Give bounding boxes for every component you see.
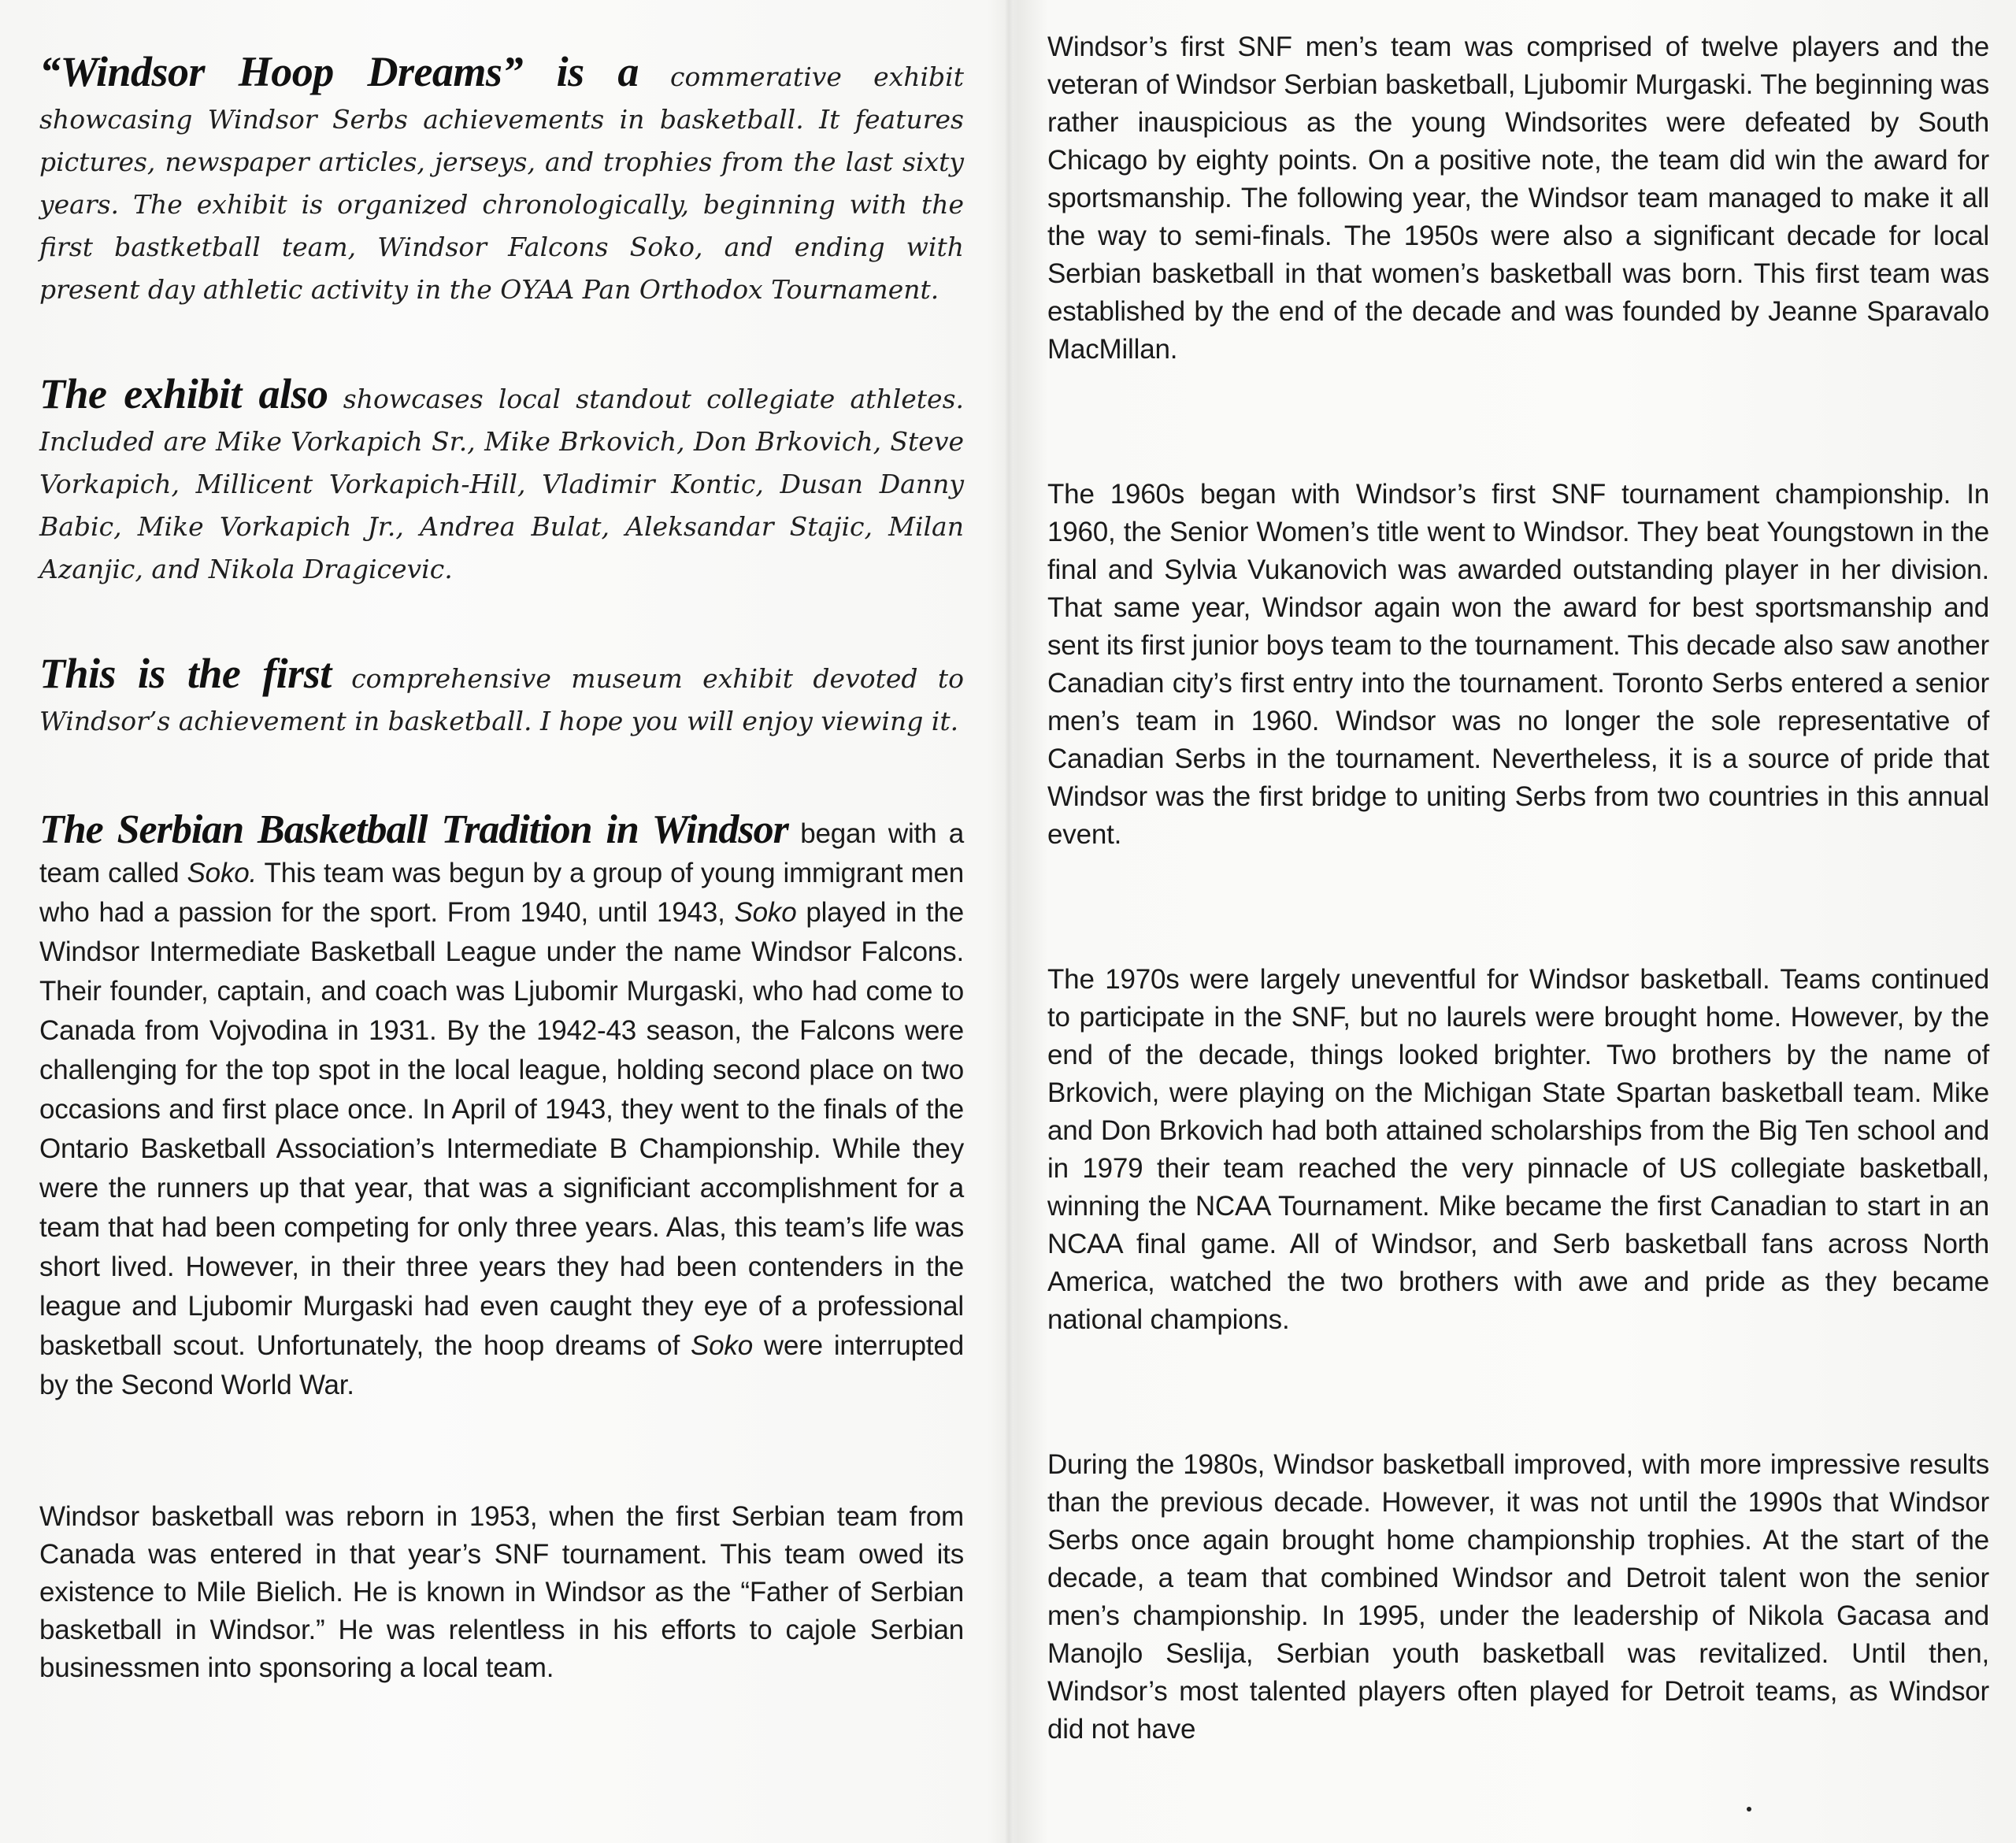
- athletes-lead: The exhibit also: [39, 370, 328, 417]
- athletes-paragraph: [39, 370, 964, 591]
- first-exhibit-text: comprehensive museum exhibit devoted to Windsor’s achievement in basketball. I hope you will enjoy viewing it.: [39, 663, 964, 736]
- paragraph-1950s: Windsor’s first SNF men’s team was comprised of twelve players and the veteran of Windsor Serbian basketball, Ljubomir Murgaski. The beginning was rather inauspicious as the young Windsorites were defeated by South Chicago by eighty points. On a positive note, the team did win the award for sportsmanship. The following year, the Windsor team managed to make it all the way to semi-finals. The 1950s were also a significant decade for local Serbian basketball in that women’s basketball was born. This first team was established by the end of the decade and was founded by Jeanne Sparavalo MacMillan.: [1047, 32, 1989, 365]
- tradition-lead: The Serbian Basketball Tradition in Windsor: [39, 807, 788, 852]
- first-exhibit-lead: This is the first: [39, 650, 332, 697]
- paragraph-1980s: During the 1980s, Windsor basketball improved, with more impressive results than the previous decade. However, it was not until the 1990s that Windsor Serbs once again brought home championship trophies. At the start of the decade, a team that combined Windsor and Detroit talent won the senior men’s championship. In 1995, under the leadership of Nikola Gacasa and Manojlo Seslija, Serbian youth basketball was revitalized. Until then, Windsor’s most talented players often played for Detroit teams, as Windsor did not have: [1047, 1449, 1989, 1745]
- soko-name-1: Soko.: [187, 858, 258, 888]
- paper-speck: [1747, 1807, 1751, 1811]
- tradition-paragraph: [39, 807, 964, 1405]
- tradition-text-2: This team was begun by a group of young immigrant men who had a passion for the sport. From 1940, until 1943,: [39, 858, 964, 928]
- athletes-text: showcases local standout collegiate athletes. Included are Mike Vorkapich Sr., Mike Brkovich, Don Brkovich, Steve Vorkapich, Millicent Vorkapich-Hill, Vladimir Kontic, Dusan Danny Babic, Mike Vorkapich Jr., Andrea Bulat, Aleksandar Stajic, Milan Azanjic, and Nikola Dragicevic.: [39, 384, 964, 584]
- right-page: [1013, 0, 2016, 1843]
- left-page: [0, 0, 1006, 1843]
- soko-name-3: Soko: [691, 1330, 753, 1361]
- paragraph-1970s: The 1970s were largely uneventful for Windsor basketball. Teams continued to participate in the SNF, but no laurels were brought home. However, by the end of the decade, things looked brighter. Two brothers by the name of Brkovich, were playing on the Michigan State Spartan basketball team. Mike and Don Brkovich had both attained scholarships from the Big Ten school and in 1979 their team reached the very pinnacle of US collegiate basketball, winning the NCAA Tournament. Mike became the first Canadian to start in an NCAA final game. All of Windsor, and Serb basketball fans across North America, watched the two brothers with awe and pride as they became national champions.: [1047, 964, 1989, 1335]
- tradition-text-1: began with a team called: [39, 818, 964, 888]
- paragraph-1960s: The 1960s began with Windsor’s first SNF tournament championship. In 1960, the Senior Women’s title went to Windsor. They beat Youngstown in the final and Sylvia Vukanovich was awarded outstanding player in her division. That same year, Windsor again won the award for best sportsmanship and sent its first junior boys team to the tournament. This decade also saw another Canadian city’s first entry into the tournament. Toronto Serbs entered a senior men’s team in 1960. Windsor was no longer the sole representative of Canadian Serbs in the tournament. Nevertheless, it is a source of pride that Windsor was the first bridge to uniting Serbs from two countries in this annual event.: [1047, 479, 1989, 850]
- tradition-text-4: were interrupted by the Second World War.: [39, 1330, 964, 1400]
- first-exhibit-paragraph: [39, 652, 964, 743]
- soko-name-2: Soko: [734, 897, 797, 928]
- intro-paragraph: [39, 50, 964, 311]
- reborn-paragraph: Windsor basketball was reborn in 1953, when the first Serbian team from Canada was entered in that year’s SNF tournament. This team owed its existence to Mile Bielich. He is known in Windsor as the “Father of Serbian basketball in Windsor.” He was relentless in his efforts to cajole Serbian businessmen into sponsoring a local team.: [39, 1501, 964, 1683]
- intro-text: commerative exhibit showcasing Windsor Serbs achievements in basketball. It features pictures, newspaper articles, jerseys, and trophies from the last sixty years. The exhibit is organized chronologically, beginning with the first bastketball team, Windsor Falcons Soko, and ending with present day athletic activity in the OYAA Pan Orthodox Tournament.: [39, 61, 964, 305]
- intro-lead: “Windsor Hoop Dreams” is a: [39, 48, 639, 95]
- tradition-text-3: played in the Windsor Intermediate Basketball League under the name Windsor Falcons. Their founder, captain, and coach was Ljubomir Murgaski, who had come to Canada from Vojvodina in 1931. By the 1942-43 season, the Falcons were challenging for the top spot in the local league, holding second place on two occasions and first place once. In April of 1943, they went to the finals of the Ontario Basketball Association’s Intermediate B Championship. While they were the runners up that year, that was a significiant accomplishment for a team that had been competing for only three years. Alas, this team’s life was short lived. However, in their three years they had been contenders in the league and Ljubomir Murgaski had even caught they eye of a professional basketball scout. Unfortunately, the hoop dreams of: [39, 897, 964, 1361]
